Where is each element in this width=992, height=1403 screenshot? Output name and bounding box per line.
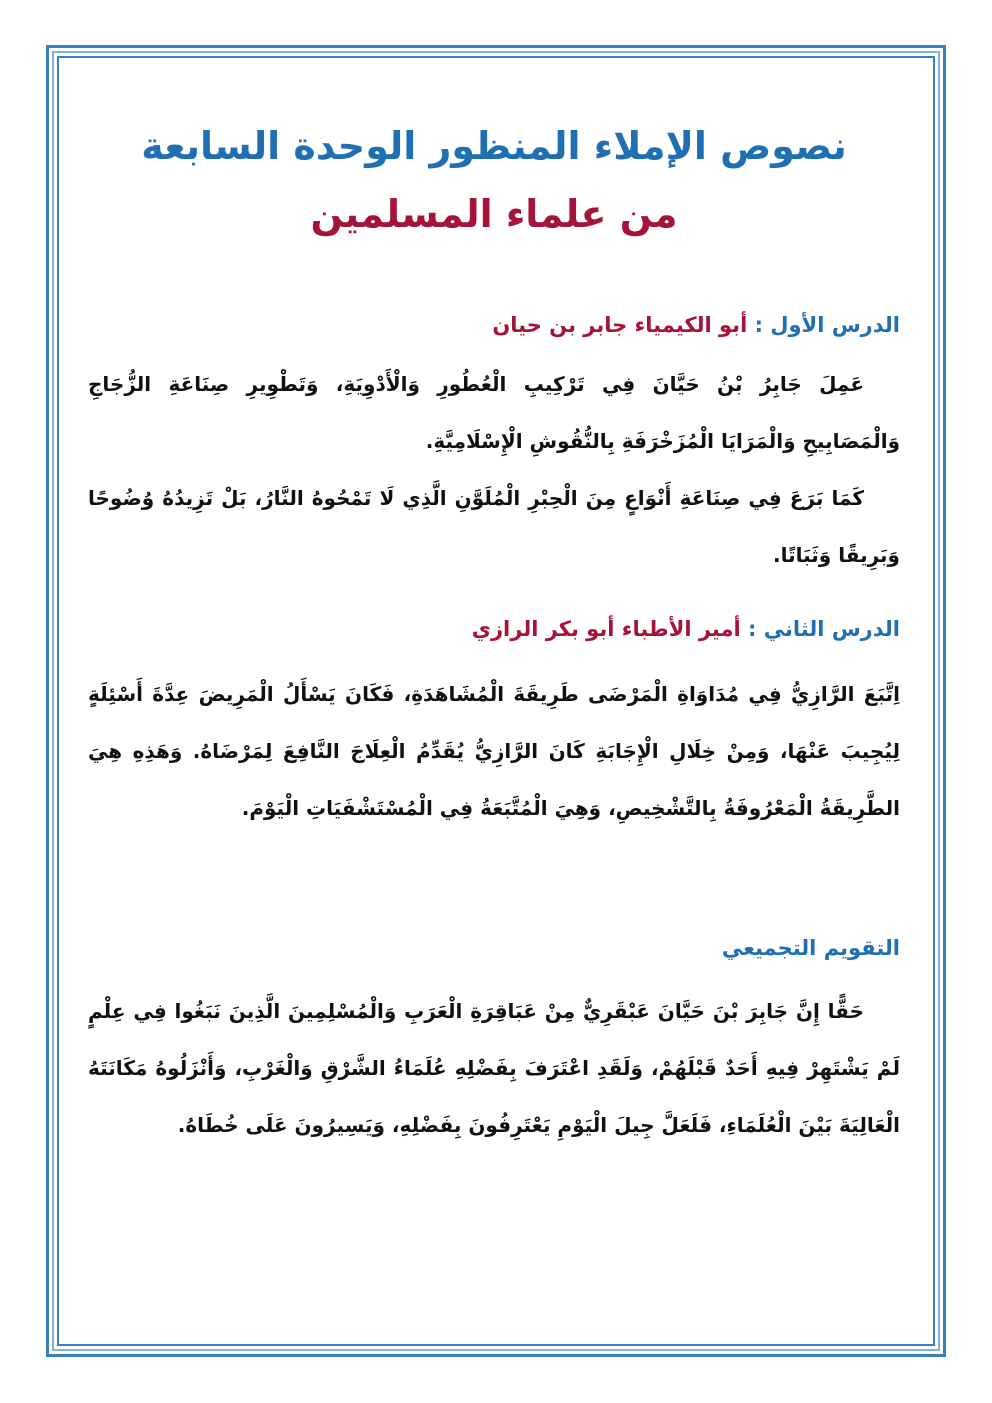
- page-title: نصوص الإملاء المنظور الوحدة السابعة: [141, 124, 847, 168]
- assessment-heading: [88, 933, 900, 963]
- lesson1-label: الدرس الأول :: [754, 313, 900, 337]
- lesson1-heading: [88, 310, 900, 340]
- lesson1-topic: أبو الكيمياء جابر بن حيان: [492, 313, 748, 337]
- page-subtitle: من علماء المسلمين: [310, 192, 678, 236]
- lesson2-heading: [88, 614, 900, 644]
- assessment-label: التقويم التجميعي: [721, 936, 900, 960]
- lesson2-topic: أمير الأطباء أبو بكر الرازي: [471, 617, 741, 641]
- assessment-paragraph: حَقًّا إِنَّ جَابِرَ بْنَ حَيَّانَ عَبْقَرِيٌّ مِنْ عَبَاقِرَةِ الْعَرَبِ وَالْمُسْلِمِينَ الَّذِينَ نَبَغُوا فِي عِلْمٍ لَمْ يَشْتَهِرْ فِيهِ أَحَدٌ قَبْلَهُمْ، وَلَقَدِ اعْتَرَفَ بِفَضْلِهِ عُلَمَاءُ الشَّرْقِ وَالْغَرْبِ، وَأَنْزَلُوهُ مَكَانَتَهُ الْعَالِيَةَ بَيْنَ الْعُلَمَاءِ، فَلَعَلَّ جِيلَ الْيَوْمِ يَعْتَرِفُونَ بِفَضْلِهِ، وَيَسِيرُونَ عَلَى خُطَاهُ.: [88, 999, 900, 1137]
- lesson1-paragraph-1: عَمِلَ جَابِرُ بْنُ حَيَّانَ فِي تَرْكِيبِ الْعُطُورِ وَالْأَدْوِيَةِ، وَتَطْوِيرِ صِنَاعَةِ الزُّجَاجِ وَالْمَصَابِيحِ وَالْمَرَايَا الْمُزَخْرَفَةِ بِالنُّقُوشِ الْإِسْلَامِيَّةِ.: [88, 372, 900, 453]
- document-body: [88, 100, 900, 1154]
- lesson2-paragraph: اِتَّبَعَ الرَّازِيُّ فِي مُدَاوَاةِ الْمَرْضَى طَرِيقَةَ الْمُشَاهَدَةِ، فَكَانَ يَسْأَلُ الْمَرِيضَ عِدَّةَ أَسْئِلَةٍ لِيُجِيبَ عَنْهَا، وَمِنْ خِلَالِ الْإِجَابَةِ كَانَ الرَّازِيُّ يُقَدِّمُ الْعِلَاجَ النَّافِعَ لِمَرْضَاهُ. وَهَذِهِ هِيَ الطَّرِيقَةُ الْمَعْرُوفَةُ بِالتَّشْخِيصِ، وَهِيَ الْمُتَّبَعَةُ فِي الْمُسْتَشْفَيَاتِ الْيَوْمَ.: [88, 682, 900, 820]
- lesson1-paragraph-2: كَمَا بَرَعَ فِي صِنَاعَةِ أَنْوَاعٍ مِنَ الْحِبْرِ الْمُلَوَّنِ الَّذِي لَا تَمْحُوهُ النَّارُ، بَلْ تَزِيدُهُ وُضُوحًا وَبَرِيقًا وَثَبَاتًا.: [88, 486, 900, 567]
- lesson2-label: الدرس الثاني :: [748, 617, 900, 641]
